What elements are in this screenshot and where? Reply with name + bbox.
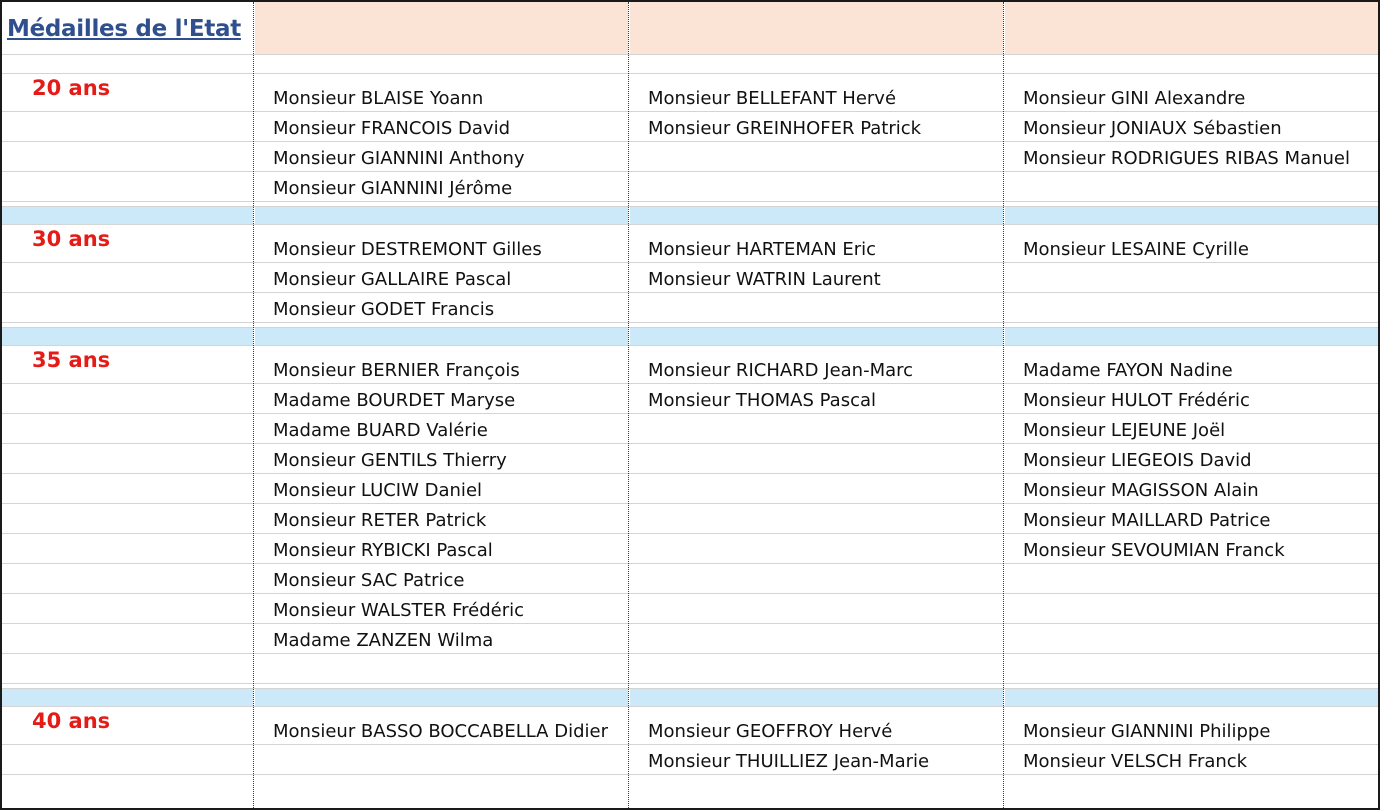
list-item: Monsieur THOMAS Pascal [648,390,877,411]
table-row [2,474,1378,504]
cell-col-0[interactable] [2,564,253,593]
table-row [2,594,1378,624]
cell-col-1[interactable] [255,684,628,688]
cell-col-3[interactable] [1005,323,1378,327]
cell-col-1[interactable] [255,263,628,292]
cell-col-3[interactable] [1005,444,1378,473]
cell-col-1[interactable] [255,172,628,201]
list-item: Monsieur GINI Alexandre [1023,88,1246,109]
cell-col-3[interactable] [1005,707,1378,744]
table-row [2,414,1378,444]
list-item: Monsieur LESAINE Cyrille [1023,239,1249,260]
cell-col-1[interactable] [255,474,628,503]
cell-col-3[interactable] [1005,624,1378,653]
list-item: Monsieur LEJEUNE Joël [1023,420,1226,441]
group-separator [2,207,1378,225]
cell-col-1[interactable] [255,225,628,262]
list-item: Monsieur HARTEMAN Eric [648,239,877,260]
cell-col-0[interactable] [2,534,253,563]
cell-col-2[interactable] [630,346,1003,383]
list-item: Monsieur LUCIW Daniel [273,480,483,501]
cell-col-3[interactable] [1005,684,1378,688]
list-item: Monsieur GODET Francis [273,299,495,320]
column-divider [1003,2,1004,808]
list-item: Monsieur BELLEFANT Hervé [648,88,897,109]
list-item: Monsieur GIANNINI Anthony [273,148,525,169]
cell-col-3[interactable] [1005,654,1378,683]
table-row [2,74,1378,112]
cell-col-0[interactable] [2,689,253,706]
list-item: Monsieur MAILLARD Patrice [1023,510,1271,531]
cell-col-1[interactable] [255,74,628,111]
list-item: Monsieur GALLAIRE Pascal [273,269,512,290]
cell-col-2[interactable] [630,474,1003,503]
cell-col-2[interactable] [630,384,1003,413]
cell-col-3[interactable] [1005,504,1378,533]
cell-col-0[interactable] [2,142,253,171]
table-row [2,293,1378,323]
list-item: Monsieur DESTREMONT Gilles [273,239,542,260]
list-item: Madame BUARD Valérie [273,420,488,441]
cell-col-2[interactable] [630,414,1003,443]
cell-col-3[interactable] [1005,689,1378,706]
list-item: Madame FAYON Nadine [1023,360,1233,381]
cell-col-0[interactable] [2,594,253,623]
cell-col-0[interactable] [2,414,253,443]
list-item: Monsieur WALSTER Frédéric [273,600,525,621]
table-row [2,654,1378,684]
cell-col-3[interactable] [1005,2,1378,54]
cell-col-2[interactable] [630,323,1003,327]
table-row [2,384,1378,414]
cell-col-0[interactable] [2,474,253,503]
cell-col-2[interactable] [630,328,1003,345]
cell-col-0[interactable] [2,172,253,201]
table-row [2,225,1378,263]
cell-col-2[interactable] [630,55,1003,73]
cell-col-2[interactable] [630,745,1003,774]
cell-col-2[interactable] [630,293,1003,322]
cell-col-0[interactable] [2,444,253,473]
list-item: Monsieur RYBICKI Pascal [273,540,493,561]
list-item: Monsieur GEOFFROY Hervé [648,721,893,742]
list-item: Monsieur THUILLIEZ Jean-Marie [648,751,930,772]
cell-col-3[interactable] [1005,414,1378,443]
cell-col-0[interactable] [2,74,253,111]
list-item: Monsieur MAGISSON Alain [1023,480,1259,501]
group-label: 30 ans [32,227,111,251]
cell-col-0[interactable] [2,654,253,683]
cell-col-2[interactable] [630,654,1003,683]
list-item: Monsieur SAC Patrice [273,570,465,591]
cell-col-2[interactable] [630,689,1003,706]
cell-col-0[interactable] [2,707,253,744]
cell-col-0[interactable] [2,293,253,322]
cell-col-0[interactable] [2,504,253,533]
list-item: Monsieur RETER Patrick [273,510,487,531]
list-item: Monsieur GENTILS Thierry [273,450,507,471]
list-item: Monsieur RICHARD Jean-Marc [648,360,914,381]
cell-col-3[interactable] [1005,112,1378,141]
cell-col-0[interactable] [2,384,253,413]
cell-col-0[interactable] [2,346,253,383]
table-row [2,172,1378,202]
cell-col-3[interactable] [1005,594,1378,623]
table-row [2,707,1378,745]
cell-col-0[interactable] [2,323,253,327]
cell-col-1[interactable] [255,323,628,327]
blank-row [2,55,1378,74]
table-row [2,263,1378,293]
cell-col-0[interactable] [2,112,253,141]
cell-col-3[interactable] [1005,55,1378,73]
cell-col-0[interactable] [2,328,253,345]
cell-col-2[interactable] [630,594,1003,623]
cell-col-2[interactable] [630,2,1003,54]
cell-col-3[interactable] [1005,293,1378,322]
list-item: Monsieur WATRIN Laurent [648,269,881,290]
cell-col-0[interactable] [2,207,253,224]
table-row [2,444,1378,474]
cell-col-3[interactable] [1005,172,1378,201]
cell-col-2[interactable] [630,202,1003,206]
cell-col-1[interactable] [255,624,628,653]
cell-col-2[interactable] [630,534,1003,563]
table-row [2,142,1378,172]
cell-col-0[interactable] [2,202,253,206]
cell-col-1[interactable] [255,534,628,563]
cell-col-1[interactable] [255,444,628,473]
cell-col-2[interactable] [630,207,1003,224]
cell-col-2[interactable] [630,112,1003,141]
list-item: Monsieur GIANNINI Philippe [1023,721,1271,742]
cell-col-3[interactable] [1005,225,1378,262]
list-item: Monsieur JONIAUX Sébastien [1023,118,1282,139]
cell-col-3[interactable] [1005,564,1378,593]
cell-col-2[interactable] [630,684,1003,688]
table-row [2,346,1378,384]
cell-col-0[interactable] [2,684,253,688]
cell-col-1[interactable] [255,564,628,593]
table-row [2,624,1378,654]
cell-col-2[interactable] [630,624,1003,653]
list-item: Monsieur HULOT Frédéric [1023,390,1250,411]
list-item: Monsieur BERNIER François [273,360,520,381]
list-item: Monsieur BLAISE Yoann [273,88,484,109]
group-label: 35 ans [32,348,111,372]
table-row [2,504,1378,534]
cell-col-3[interactable] [1005,207,1378,224]
cell-col-1[interactable] [255,414,628,443]
group-separator [2,328,1378,346]
cell-col-3[interactable] [1005,74,1378,111]
page-title: Médailles de l'Etat [7,16,241,42]
cell-col-3[interactable] [1005,328,1378,345]
cell-col-2[interactable] [630,172,1003,201]
list-item: Monsieur LIEGEOIS David [1023,450,1252,471]
table-row [2,534,1378,564]
cell-col-3[interactable] [1005,142,1378,171]
cell-col-1[interactable] [255,707,628,744]
cell-col-1[interactable] [255,2,628,54]
list-item: Madame ZANZEN Wilma [273,630,494,651]
list-item: Monsieur GIANNINI Jérôme [273,178,513,199]
cell-col-1[interactable] [255,328,628,345]
cell-col-1[interactable] [255,112,628,141]
header-row [2,2,1378,55]
table-row [2,112,1378,142]
cell-col-0[interactable] [2,263,253,292]
table-row [2,564,1378,594]
cell-col-3[interactable] [1005,263,1378,292]
cell-col-1[interactable] [255,207,628,224]
group-separator [2,689,1378,707]
cell-col-3[interactable] [1005,534,1378,563]
list-item: Monsieur GREINHOFER Patrick [648,118,922,139]
cell-col-1[interactable] [255,689,628,706]
cell-col-0[interactable] [2,624,253,653]
cell-col-1[interactable] [255,745,628,774]
cell-col-2[interactable] [630,225,1003,262]
cell-col-1[interactable] [255,55,628,73]
cell-col-1[interactable] [255,384,628,413]
cell-col-3[interactable] [1005,474,1378,503]
cell-col-1[interactable] [255,293,628,322]
table-row [2,745,1378,775]
cell-col-2[interactable] [630,564,1003,593]
cell-col-1[interactable] [255,142,628,171]
cell-col-0[interactable] [2,55,253,73]
cell-col-2[interactable] [630,142,1003,171]
cell-col-0[interactable] [2,745,253,774]
cell-col-2[interactable] [630,707,1003,744]
list-item: Monsieur VELSCH Franck [1023,751,1248,772]
cell-col-2[interactable] [630,444,1003,473]
cell-col-0[interactable] [2,225,253,262]
group-label: 40 ans [32,709,111,733]
cell-col-1[interactable] [255,594,628,623]
cell-col-2[interactable] [630,74,1003,111]
cell-col-1[interactable] [255,346,628,383]
cell-col-3[interactable] [1005,384,1378,413]
group-label: 20 ans [32,76,111,100]
cell-col-1[interactable] [255,654,628,683]
cell-col-3[interactable] [1005,745,1378,774]
cell-col-0[interactable] [2,2,253,54]
list-item: Monsieur FRANCOIS David [273,118,511,139]
list-item: Monsieur BASSO BOCCABELLA Didier [273,721,608,742]
list-item: Monsieur SEVOUMIAN Franck [1023,540,1285,561]
list-item: Madame BOURDET Maryse [273,390,516,411]
cell-col-1[interactable] [255,202,628,206]
cell-col-3[interactable] [1005,202,1378,206]
column-divider [253,2,254,808]
list-item: Monsieur RODRIGUES RIBAS Manuel [1023,148,1351,169]
cell-col-1[interactable] [255,504,628,533]
cell-col-2[interactable] [630,504,1003,533]
cell-col-2[interactable] [630,263,1003,292]
cell-col-3[interactable] [1005,346,1378,383]
column-divider [628,2,629,808]
